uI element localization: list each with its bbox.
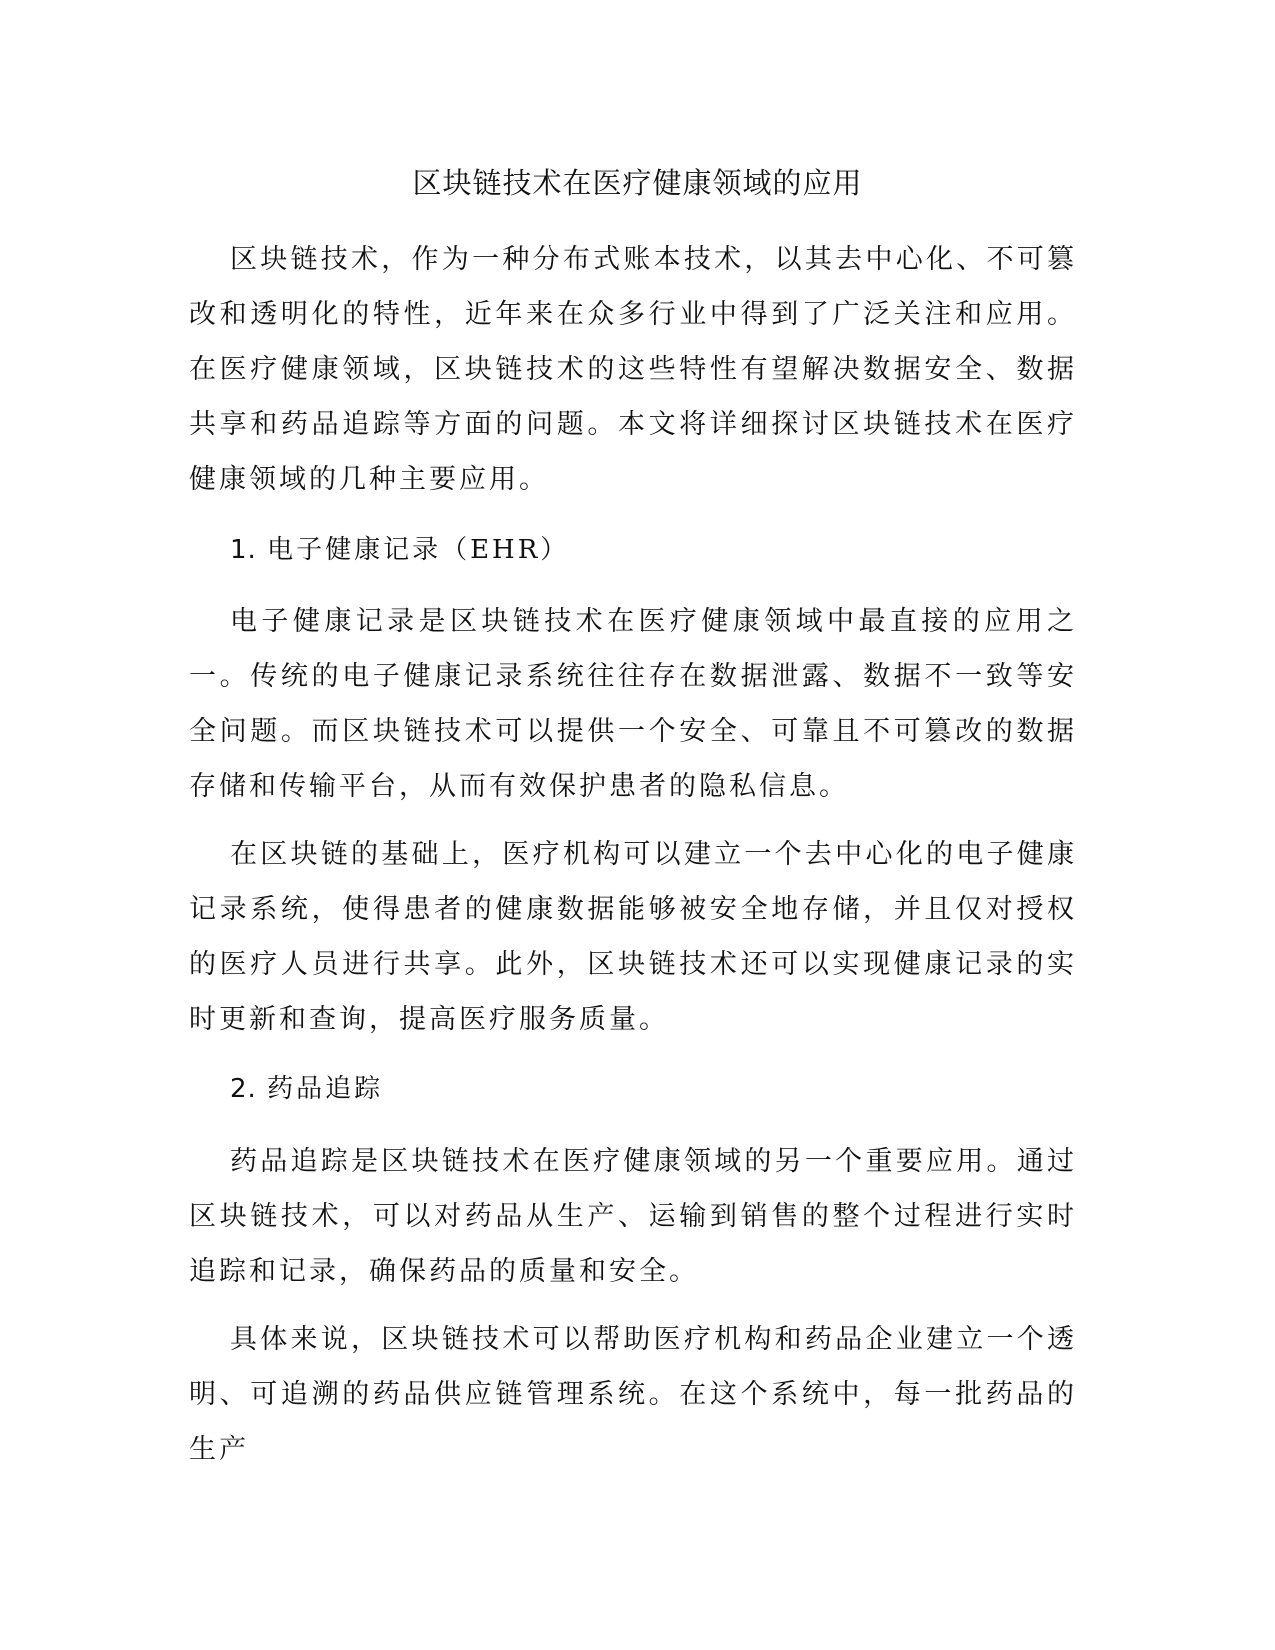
intro-paragraph: 区块链技术，作为一种分布式账本技术，以其去中心化、不可篡改和透明化的特性，近年来在众多行业中得到了广泛关注和应用。在医疗健康领域，区块链技术的这些特性有望解决数据安全、数据共享和药品追踪等方面的问题。本文将详细探讨区块链技术在医疗健康领域的几种主要应用。 <box>189 244 1077 495</box>
ehr-paragraph-2: 在区块链的基础上，医疗机构可以建立一个去中心化的电子健康记录系统，使得患者的健康数据能够被安全地存储，并且仅对授权的医疗人员进行共享。此外，区块链技术还可以实现健康记录的实时更新和查询，提高医疗服务质量。 <box>189 839 1077 1035</box>
section-heading-drug-tracking <box>189 1069 1077 1109</box>
section-heading-ehr <box>189 530 1077 570</box>
section-number: 2. <box>230 1074 257 1104</box>
drug-tracking-paragraph-2: 具体来说，区块链技术可以帮助医疗机构和药品企业建立一个透明、可追溯的药品供应链管理系统。在这个系统中，每一批药品的生产 <box>189 1324 1077 1465</box>
section-number: 1. <box>230 535 257 565</box>
drug-tracking-paragraph-1: 药品追踪是区块链技术在医疗健康领域的另一个重要应用。通过区块链技术，可以对药品从生产、运输到销售的整个过程进行实时追踪和记录，确保药品的质量和安全。 <box>189 1146 1077 1287</box>
section-title: 药品追踪 <box>267 1074 384 1104</box>
ehr-paragraph-1: 电子健康记录是区块链技术在医疗健康领域中最直接的应用之一。传统的电子健康记录系统往往存在数据泄露、数据不一致等安全问题。而区块链技术可以提供一个安全、可靠且不可篡改的数据存储和传输平台，从而有效保护患者的隐私信息。 <box>189 606 1077 802</box>
document-title: 区块链技术在医疗健康领域的应用 <box>412 166 863 200</box>
section-title: 电子健康记录（EHR） <box>267 535 570 565</box>
